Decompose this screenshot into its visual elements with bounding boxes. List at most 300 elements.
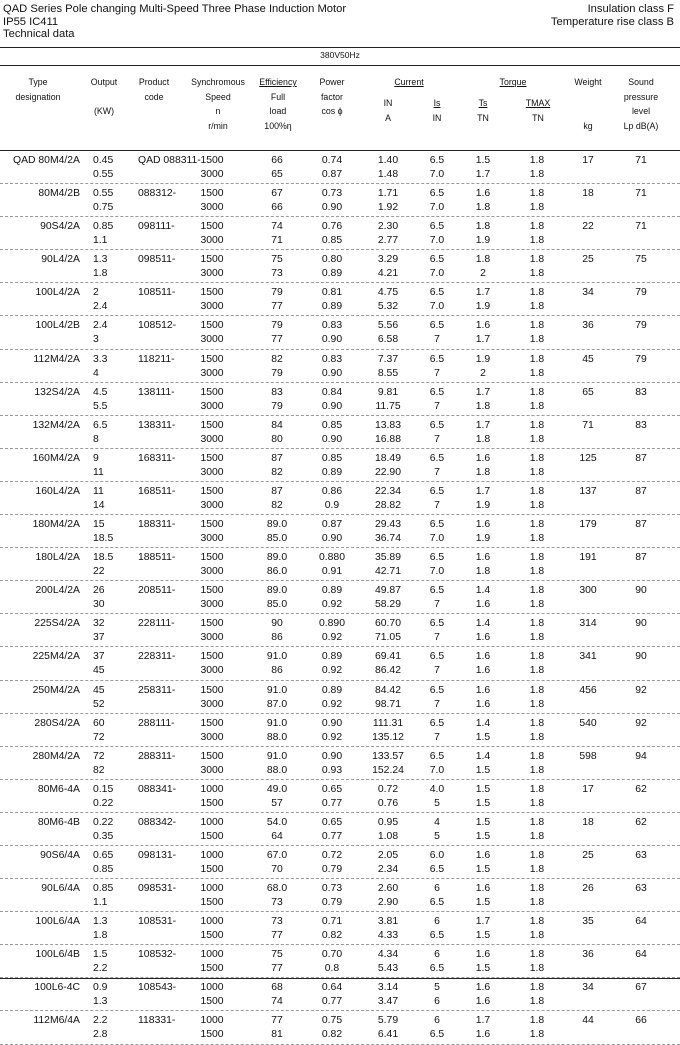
torque-ratio-value: 1.6 [475, 665, 491, 677]
type-designation: 90S4/2A [40, 221, 80, 233]
weight-value: 598 [579, 750, 597, 762]
current-in-value: 84.42 [374, 684, 401, 696]
efficiency-value: 91.0 [266, 651, 288, 663]
current-in-value: 98.71 [374, 698, 401, 710]
torque-max-ratio-value: 1.8 [529, 452, 545, 464]
efficiency-value: 88.0 [266, 731, 288, 743]
header-tmax-line: TN [532, 112, 544, 123]
table-row [0, 151, 680, 184]
current-in-value: 111.31 [372, 717, 404, 729]
efficiency-value: 49.0 [266, 783, 288, 795]
efficiency-value: 54.0 [266, 816, 288, 828]
efficiency-value: 75 [271, 949, 283, 961]
torque-max-ratio-value: 1.8 [529, 930, 545, 942]
output-value: 18.5 [93, 533, 114, 545]
output-value: 8 [93, 433, 99, 445]
power-factor-value: 0.73 [321, 883, 343, 895]
torque-max-ratio-value: 1.8 [529, 783, 545, 795]
current-in-value: 2.60 [377, 883, 399, 895]
power-factor-value: 0.90 [321, 717, 343, 729]
type-designation: 250M4/2A [32, 684, 80, 696]
power-factor-value: 0.89 [321, 301, 343, 313]
product-code: 098511- [138, 254, 176, 266]
efficiency-value: 91.0 [266, 684, 288, 696]
torque-ratio-value: 1.6 [475, 599, 491, 611]
torque-max-ratio-value: 1.8 [529, 155, 545, 166]
output-value: 0.85 [93, 883, 114, 895]
weight-value: 44 [582, 1015, 594, 1027]
header-in-line: IN [383, 98, 393, 108]
speed-value: 1500 [200, 930, 224, 942]
power-factor-value: 0.89 [321, 466, 343, 478]
product-code: 258311- [138, 684, 176, 696]
header-code-line: code [144, 91, 164, 102]
speed-value: 1000 [200, 816, 224, 828]
output-value: 30 [93, 599, 105, 611]
torque-ratio-value: 1.6 [475, 519, 491, 531]
output-value: 2.2 [93, 963, 108, 975]
table-row [0, 879, 680, 912]
output-value: 15 [93, 519, 105, 531]
torque-max-ratio-value: 1.8 [529, 367, 545, 379]
table-row [0, 350, 680, 383]
efficiency-value: 73 [271, 268, 283, 280]
output-value: 1.3 [93, 996, 108, 1008]
power-factor-value: 0.92 [321, 599, 343, 611]
current-ratio-value: 6.5 [429, 386, 445, 398]
power-factor-value: 0.90 [321, 367, 343, 379]
current-ratio-value: 7.0 [429, 764, 445, 776]
torque-ratio-value: 1.7 [475, 419, 491, 431]
efficiency-value: 66 [271, 155, 283, 166]
current-ratio-value: 6.5 [429, 717, 445, 729]
torque-max-ratio-value: 1.8 [529, 533, 545, 545]
current-ratio-value: 7 [434, 632, 440, 644]
sound-level-value: 62 [635, 783, 647, 795]
output-value: 1.1 [93, 235, 108, 247]
efficiency-value: 64 [271, 830, 283, 842]
header-in-line: A [385, 112, 391, 123]
torque-max-ratio-value: 1.8 [529, 698, 545, 710]
torque-ratio-value: 1.5 [475, 863, 491, 875]
current-ratio-value: 7 [434, 731, 440, 743]
sound-level-value: 64 [635, 949, 647, 961]
header-type-line: designation [15, 91, 61, 102]
current-ratio-value: 7.0 [429, 301, 445, 313]
product-code: 208511- [138, 585, 176, 597]
header-output-line: Output [90, 77, 118, 87]
efficiency-value: 84 [271, 419, 283, 431]
current-in-value: 3.14 [377, 982, 399, 994]
table-row [0, 581, 680, 614]
current-in-value: 22.90 [374, 466, 401, 478]
power-factor-value: 0.82 [321, 930, 343, 942]
product-code: 118331- [138, 1015, 176, 1027]
torque-max-ratio-value: 1.8 [529, 599, 545, 611]
efficiency-value: 80 [271, 433, 283, 445]
power-factor-value: 0.83 [321, 320, 343, 332]
type-designation: 180M4/2A [32, 519, 80, 531]
current-ratio-value: 4.0 [429, 783, 445, 795]
current-ratio-value: 6.5 [429, 585, 445, 597]
header-ts-line: Ts [478, 98, 488, 108]
power-factor-value: 0.87 [321, 169, 343, 180]
header-ts [470, 96, 496, 125]
header-output-line: (KW) [93, 106, 115, 116]
speed-value: 1500 [200, 320, 224, 332]
output-value: 60 [93, 717, 105, 729]
product-code: 138111- [138, 386, 175, 398]
current-ratio-value: 6.5 [429, 963, 445, 975]
torque-max-ratio-value: 1.8 [529, 221, 545, 233]
sound-level-value: 94 [635, 750, 647, 762]
sound-level-value: 71 [635, 221, 647, 233]
current-ratio-value: 6.0 [429, 849, 445, 861]
torque-max-ratio-value: 1.8 [529, 566, 545, 578]
current-ratio-value: 6.5 [429, 750, 445, 762]
weight-value: 17 [582, 155, 594, 166]
type-designation: 112M4/2A [33, 353, 80, 365]
current-in-value: 2.05 [377, 849, 399, 861]
output-value: 72 [93, 750, 105, 762]
type-designation: 100L4/2B [35, 320, 80, 332]
efficiency-value: 77 [271, 963, 283, 975]
sound-level-value: 90 [635, 618, 647, 630]
speed-value: 1500 [200, 353, 224, 365]
type-designation: 180L4/2A [35, 552, 80, 564]
type-designation: 100L4/2A [35, 287, 80, 299]
header-ts-line: TN [477, 112, 489, 123]
current-in-value: 4.75 [377, 287, 399, 299]
header-efficiency [254, 75, 302, 133]
speed-value: 1000 [200, 783, 224, 795]
header-type [0, 75, 76, 104]
torque-max-ratio-value: 1.8 [529, 665, 545, 677]
output-value: 0.55 [93, 188, 114, 200]
current-ratio-value: 7 [434, 499, 440, 511]
current-in-value: 36.74 [374, 533, 401, 545]
speed-value: 1500 [200, 519, 224, 531]
current-ratio-value: 6.5 [429, 320, 445, 332]
current-ratio-value: 6.5 [429, 519, 445, 531]
torque-max-ratio-value: 1.8 [529, 287, 545, 299]
current-ratio-value: 4 [434, 816, 440, 828]
current-in-value: 3.47 [377, 996, 399, 1008]
power-factor-value: 0.8 [324, 963, 340, 975]
efficiency-value: 79 [271, 287, 283, 299]
sound-level-value: 83 [635, 419, 647, 431]
efficiency-value: 70 [271, 863, 283, 875]
torque-ratio-value: 1.7 [475, 334, 491, 346]
torque-max-ratio-value: 1.8 [529, 849, 545, 861]
table-row [0, 747, 680, 780]
product-code: 098531- [138, 883, 177, 895]
torque-max-ratio-value: 1.8 [529, 764, 545, 776]
efficiency-value: 71 [271, 235, 283, 247]
torque-ratio-value: 1.6 [475, 320, 491, 332]
class-info-block [551, 3, 674, 28]
product-code: 108512- [138, 320, 177, 332]
torque-max-ratio-value: 1.8 [529, 268, 545, 280]
current-in-value: 1.92 [377, 202, 399, 214]
output-value: 4 [93, 367, 99, 379]
speed-value: 3000 [200, 367, 224, 379]
efficiency-value: 75 [271, 254, 283, 266]
speed-value: 1500 [200, 897, 224, 909]
current-ratio-value: 7 [434, 334, 440, 346]
current-ratio-value: 7.0 [429, 235, 445, 247]
torque-ratio-value: 1.9 [475, 499, 491, 511]
torque-ratio-value: 1.7 [475, 485, 491, 497]
speed-value: 3000 [200, 566, 224, 578]
torque-ratio-value: 1.5 [475, 816, 491, 828]
output-value: 0.22 [93, 816, 114, 828]
type-designation: 225M4/2A [32, 651, 80, 663]
torque-ratio-value: 1.4 [475, 750, 491, 762]
speed-value: 1000 [200, 883, 224, 895]
speed-value: 1500 [200, 717, 224, 729]
current-in-value: 6.41 [377, 1029, 399, 1041]
table-row [0, 449, 680, 482]
torque-ratio-value: 1.6 [475, 552, 491, 564]
output-value: 11 [93, 466, 104, 478]
sound-level-value: 63 [635, 883, 647, 895]
torque-max-ratio-value: 1.8 [529, 334, 545, 346]
column-headers [0, 72, 680, 148]
output-value: 2.2 [93, 1015, 108, 1027]
efficiency-value: 89.0 [266, 585, 288, 597]
weight-value: 25 [582, 254, 594, 266]
speed-value: 3000 [200, 499, 224, 511]
current-ratio-value: 6.5 [429, 353, 445, 365]
speed-value: 1500 [200, 386, 224, 398]
torque-max-ratio-value: 1.8 [529, 1029, 545, 1041]
speed-value: 1500 [200, 651, 224, 663]
table-row [0, 614, 680, 647]
current-ratio-value: 5 [434, 830, 440, 842]
torque-ratio-value: 1.6 [475, 949, 491, 961]
efficiency-value: 91.0 [266, 717, 288, 729]
sound-level-value: 79 [635, 287, 647, 299]
speed-value: 3000 [200, 235, 224, 247]
efficiency-value: 73 [271, 916, 283, 928]
header-speed-line: n [215, 106, 221, 116]
output-value: 0.15 [93, 783, 114, 795]
section-label: Technical data [3, 28, 75, 40]
weight-value: 341 [579, 651, 597, 663]
table-row [0, 912, 680, 945]
power-factor-value: 0.77 [321, 830, 343, 842]
efficiency-value: 90 [271, 618, 283, 630]
efficiency-value: 83 [271, 386, 283, 398]
power-factor-value: 0.64 [321, 982, 343, 994]
header-speed-line: r/min [208, 120, 228, 131]
power-factor-value: 0.89 [321, 651, 343, 663]
output-value: 6.5 [93, 419, 108, 431]
output-value: 37 [93, 632, 105, 644]
header-sound-line: level [631, 106, 651, 116]
table-row [0, 416, 680, 449]
torque-ratio-value: 1.4 [475, 585, 491, 597]
torque-ratio-value: 1.8 [475, 221, 491, 233]
torque-max-ratio-value: 1.8 [529, 386, 545, 398]
torque-max-ratio-value: 1.8 [529, 466, 545, 478]
efficiency-value: 86 [271, 665, 283, 677]
current-ratio-value: 6.5 [429, 287, 445, 299]
torque-max-ratio-value: 1.8 [529, 731, 545, 743]
torque-ratio-value: 1.6 [475, 698, 491, 710]
power-factor-value: 0.76 [321, 221, 343, 233]
current-in-value: 135.12 [372, 731, 404, 743]
power-factor-value: 0.90 [321, 334, 343, 346]
torque-max-ratio-value: 1.8 [529, 684, 545, 696]
power-factor-value: 0.84 [321, 386, 343, 398]
product-code: 088341- [138, 783, 177, 795]
torque-ratio-value: 1.6 [475, 982, 491, 994]
current-in-value: 2.90 [377, 897, 399, 909]
torque-max-ratio-value: 1.8 [529, 916, 545, 928]
weight-value: 71 [582, 419, 594, 431]
speed-value: 3000 [200, 599, 224, 611]
torque-ratio-value: 1.4 [475, 717, 491, 729]
current-ratio-value: 6.5 [429, 552, 445, 564]
speed-value: 1500 [200, 585, 224, 597]
current-in-value: 0.95 [377, 816, 399, 828]
product-code: 088312- [138, 188, 177, 200]
type-designation: 280S4/2A [34, 717, 80, 729]
weight-value: 18 [582, 816, 594, 828]
power-factor-value: 0.74 [321, 155, 343, 166]
torque-ratio-value: 1.9 [475, 533, 491, 545]
torque-max-ratio-value: 1.8 [529, 982, 545, 994]
power-factor-value: 0.72 [321, 849, 343, 861]
power-factor-value: 0.89 [321, 585, 343, 597]
power-factor-value: 0.79 [321, 897, 343, 909]
current-in-value: 0.72 [377, 783, 399, 795]
product-code: 108511- [138, 287, 176, 299]
product-code: 288311- [138, 750, 176, 762]
speed-value: 3000 [200, 533, 224, 545]
current-in-value: 4.33 [377, 930, 399, 942]
header-is [424, 96, 450, 125]
output-value: 1.8 [93, 930, 108, 942]
torque-ratio-value: 1.6 [475, 452, 491, 464]
efficiency-value: 82 [271, 466, 283, 478]
current-in-value: 1.71 [377, 188, 399, 200]
torque-ratio-value: 1.6 [475, 188, 491, 200]
sound-level-value: 90 [635, 585, 647, 597]
efficiency-value: 67.0 [266, 849, 288, 861]
power-factor-value: 0.83 [321, 353, 343, 365]
output-value: 45 [93, 665, 105, 677]
current-in-value: 35.89 [374, 552, 401, 564]
current-in-value: 71.05 [374, 632, 401, 644]
product-code: 108543- [138, 982, 177, 994]
power-factor-value: 0.71 [321, 916, 343, 928]
type-designation: 100L6/4B [35, 949, 80, 961]
speed-value: 1500 [200, 485, 224, 497]
current-ratio-value: 7 [434, 400, 440, 412]
output-value: 2.4 [93, 320, 108, 332]
weight-value: 314 [579, 618, 597, 630]
current-ratio-value: 7 [434, 698, 440, 710]
power-factor-value: 0.79 [321, 863, 343, 875]
torque-max-ratio-value: 1.8 [529, 400, 545, 412]
header-code-line: Product [138, 77, 170, 87]
power-factor-value: 0.85 [321, 452, 343, 464]
torque-max-ratio-value: 1.8 [529, 301, 545, 313]
current-ratio-value: 7.0 [429, 533, 445, 545]
current-ratio-value: 7 [434, 665, 440, 677]
sound-level-value: 71 [635, 155, 647, 166]
type-designation: 80M6-4B [37, 816, 80, 828]
weight-value: 26 [582, 883, 594, 895]
current-ratio-value: 6.5 [429, 897, 445, 909]
current-in-value: 3.29 [377, 254, 399, 266]
header-type-line: Type [28, 77, 48, 87]
product-code: 228111- [138, 618, 175, 630]
sound-level-value: 92 [635, 717, 647, 729]
current-in-value: 29.43 [374, 519, 401, 531]
table-row [0, 482, 680, 515]
current-in-value: 13.83 [374, 419, 401, 431]
output-value: 1.8 [93, 268, 108, 280]
weight-value: 540 [579, 717, 597, 729]
output-value: 82 [93, 764, 105, 776]
speed-value: 1000 [200, 949, 224, 961]
power-factor-value: 0.92 [321, 665, 343, 677]
speed-value: 3000 [200, 433, 224, 445]
torque-ratio-value: 1.8 [475, 202, 491, 214]
torque-ratio-value: 1.5 [475, 783, 491, 795]
current-in-value: 5.56 [377, 320, 399, 332]
torque-max-ratio-value: 1.8 [529, 188, 545, 200]
current-in-value: 18.49 [374, 452, 401, 464]
table-row [0, 647, 680, 680]
efficiency-value: 85.0 [266, 599, 288, 611]
weight-value: 18 [582, 188, 594, 200]
speed-value: 1500 [200, 1029, 224, 1041]
product-code: 168311- [138, 452, 176, 464]
torque-ratio-value: 1.9 [475, 301, 491, 313]
type-designation: 90L4/2A [41, 254, 80, 266]
header-eff-line: Efficiency [259, 77, 297, 87]
current-ratio-value: 7.0 [429, 566, 445, 578]
torque-ratio-value: 1.8 [475, 433, 491, 445]
torque-ratio-value: 1.7 [475, 1015, 491, 1027]
header-pf-line: Power [319, 77, 345, 87]
weight-value: 45 [582, 353, 594, 365]
voltage-label: 380V50Hz [320, 50, 360, 60]
current-in-value: 152.24 [372, 764, 404, 776]
torque-max-ratio-value: 1.8 [529, 830, 545, 842]
header-sound-line: pressure [623, 91, 659, 102]
type-designation: 132M4/2A [32, 419, 80, 431]
product-code: 138311- [138, 419, 176, 431]
speed-value: 1000 [200, 982, 224, 994]
header-output-line [84, 90, 124, 105]
type-designation: 225S4/2A [34, 618, 80, 630]
sound-level-value: 79 [635, 353, 647, 365]
current-in-value: 7.37 [377, 353, 399, 365]
current-in-value: 8.55 [377, 367, 399, 379]
torque-max-ratio-value: 1.8 [529, 585, 545, 597]
output-value: 0.65 [93, 849, 114, 861]
sound-level-value: 87 [635, 485, 647, 497]
power-factor-value: 0.87 [321, 519, 343, 531]
sound-level-value: 63 [635, 849, 647, 861]
power-factor-value: 0.880 [318, 552, 345, 564]
